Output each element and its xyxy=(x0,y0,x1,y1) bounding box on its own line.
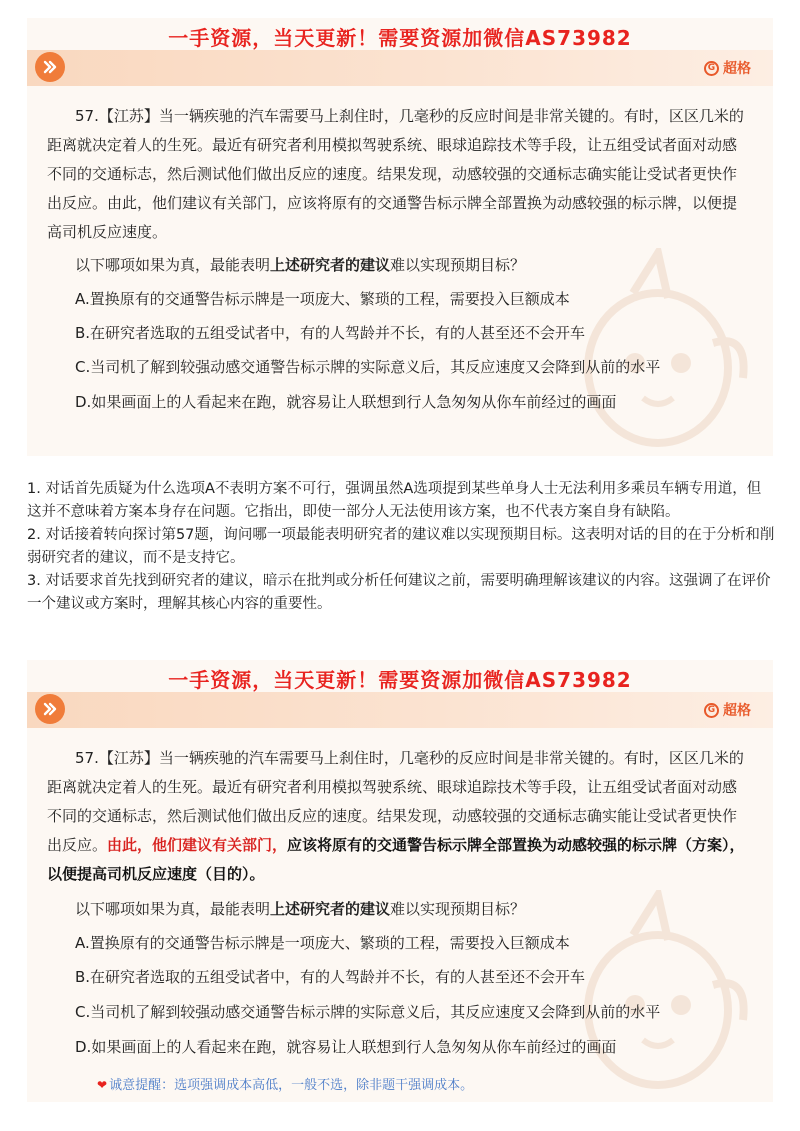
unicorn-mascot-watermark-icon xyxy=(563,890,753,1100)
double-chevron-right-icon xyxy=(43,60,57,74)
heart-icon: ❤ xyxy=(97,1078,108,1092)
banner-title: 一手资源，当天更新！需要资源加微信AS73982 xyxy=(168,26,632,50)
option-b[interactable]: B.在研究者选取的五组受试者中，有的人驾龄并不长，有的人甚至还不会开车 xyxy=(75,968,586,986)
next-arrow-button[interactable] xyxy=(35,694,65,724)
header-strip xyxy=(27,692,773,728)
question-prompt xyxy=(75,898,525,919)
prompt-post: 难以实现预期目标？ xyxy=(390,900,526,918)
option-b[interactable]: B.在研究者选取的五组受试者中，有的人驾龄并不长，有的人甚至还不会开车 xyxy=(75,324,586,342)
option-c[interactable]: C.当司机了解到较强动感交通警告标示牌的实际意义后，其反应速度又会降到从前的水平 xyxy=(75,1003,661,1021)
stem-plain: 57.【江苏】当一辆疾驰的汽车需要马上刹住时，几毫秒的反应时间是非常关键的。有时，区区几米的距离就决定着人的生死。最近有研究者利用模拟驾驶系统、眼球追踪技术等手段，让五组受试者面对动感不同的交通标志，然后测试他们做出反应的速度。结果发现，动感较强的交通标志确实能让受试者更快作出反应。 xyxy=(47,749,744,854)
prompt-pre: 以下哪项如果为真，最能表明 xyxy=(75,256,271,274)
question-prompt xyxy=(75,254,525,275)
next-arrow-button[interactable] xyxy=(35,52,65,82)
tip-text: 诚意提醒：选项强调成本高低，一般不选，除非题干强调成本。 xyxy=(109,1078,474,1093)
brand-logo xyxy=(704,700,751,720)
prompt-bold: 上述研究者的建议 xyxy=(270,900,391,918)
option-a[interactable]: A.置换原有的交通警告标示牌是一项庞大、繁琐的工程，需要投入巨额成本 xyxy=(75,290,570,308)
option-d[interactable]: D.如果画面上的人看起来在跑，就容易让人联想到行人急匆匆从你车前经过的画面 xyxy=(75,393,617,411)
prompt-bold: 上述研究者的建议 xyxy=(270,256,391,274)
stem-highlight-red: 由此，他们建议有关部门， xyxy=(107,836,288,854)
brand-name: 超格 xyxy=(723,61,751,77)
option-a[interactable]: A.置换原有的交通警告标示牌是一项庞大、繁琐的工程，需要投入巨额成本 xyxy=(75,934,570,952)
note-item: 1. 对话首先质疑为什么选项A不表明方案不可行，强调虽然A选项提到某些单身人士无法利用多乘员车辆专用道，但这并不意味着方案本身存在问题。它指出，即使一部分人无法使用该方案，也不代表方案自身有缺陷。 xyxy=(27,481,762,520)
stem-highlight-bold: 应该将原有的交通警告标示牌全部置换为动感较强的标示牌（方案），以便提高司机反应速度（目的）。 xyxy=(47,836,745,883)
question-card-annotated xyxy=(27,660,773,1102)
brand-g-icon: G xyxy=(704,61,719,76)
prompt-post: 难以实现预期目标？ xyxy=(390,256,526,274)
note-item: 2. 对话接着转向探讨第57题，询问哪一项最能表明研究者的建议难以实现预期目标。这表明对话的目的在于分析和削弱研究者的建议，而不是支持它。 xyxy=(27,527,775,566)
question-stem-annotated xyxy=(47,744,751,889)
unicorn-mascot-watermark-icon xyxy=(563,248,753,456)
tip-note xyxy=(97,1074,473,1093)
brand-logo xyxy=(704,58,751,78)
header-strip xyxy=(27,50,773,86)
option-c[interactable]: C.当司机了解到较强动感交通警告标示牌的实际意义后，其反应速度又会降到从前的水平 xyxy=(75,358,661,376)
double-chevron-right-icon xyxy=(43,702,57,716)
banner-title: 一手资源，当天更新！需要资源加微信AS73982 xyxy=(168,668,632,692)
question-card-original xyxy=(27,18,773,456)
brand-name: 超格 xyxy=(723,703,751,719)
analysis-notes xyxy=(27,478,775,616)
option-d[interactable]: D.如果画面上的人看起来在跑，就容易让人联想到行人急匆匆从你车前经过的画面 xyxy=(75,1038,617,1056)
note-item: 3. 对话要求首先找到研究者的建议，暗示在批判或分析任何建议之前，需要明确理解该建议的内容。这强调了在评价一个建议或方案时，理解其核心内容的重要性。 xyxy=(27,573,771,612)
question-stem: 57.【江苏】当一辆疾驰的汽车需要马上刹住时，几毫秒的反应时间是非常关键的。有时，区区几米的距离就决定着人的生死。最近有研究者利用模拟驾驶系统、眼球追踪技术等手段，让五组受试者面对动感不同的交通标志，然后测试他们做出反应的速度。结果发现，动感较强的交通标志确实能让受试者更快作出反应。由此，他们建议有关部门，应该将原有的交通警告标示牌全部置换为动感较强的标示牌，以便提高司机反应速度。 xyxy=(47,107,744,241)
prompt-pre: 以下哪项如果为真，最能表明 xyxy=(75,900,271,918)
brand-g-icon: G xyxy=(704,703,719,718)
